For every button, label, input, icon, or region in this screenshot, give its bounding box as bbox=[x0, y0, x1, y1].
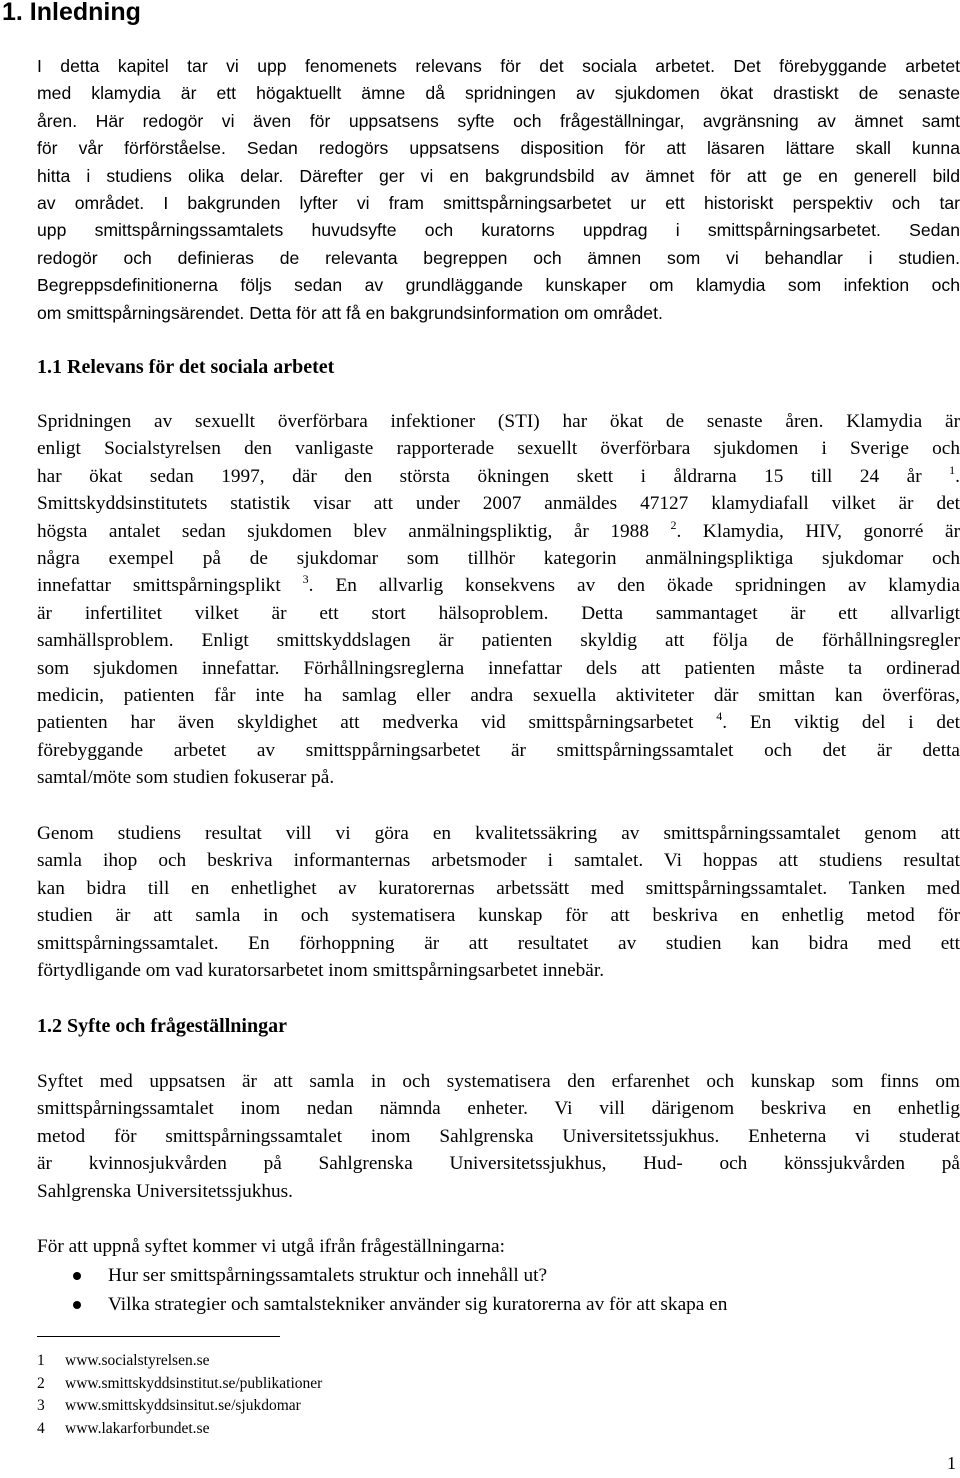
footnote-text: www.smittskyddsinsitut.se/sjukdomar bbox=[65, 1397, 301, 1415]
text-line: Syftet med uppsatsen är att samla in och systematisera den erfarenhet och kunskap som finns om bbox=[37, 1071, 960, 1092]
footnote-text: www.smittskyddsinstitut.se/publikationer bbox=[65, 1374, 323, 1392]
text-line: I detta kapitel tar vi upp fenomenets relevans för det sociala arbetet. Det förebyggande arbetet bbox=[37, 56, 960, 76]
questions-lead bbox=[37, 1233, 960, 1260]
footnote bbox=[37, 1395, 322, 1418]
list-item-text: Vilka strategier och samtalstekniker använder sig kuratorerna av för att skapa en bbox=[108, 1294, 728, 1315]
footnote-ref: 3 bbox=[302, 572, 309, 587]
chapter-heading: 1. Inledning bbox=[2, 0, 141, 26]
footnote-number: 3 bbox=[37, 1397, 45, 1415]
text-line: smittspårningssamtalet inom nedan nämnda enheter. Vi vill därigenom beskriva en enhetlig bbox=[37, 1098, 960, 1120]
text-line: är infertilitet vilket är ett stort hälsoproblem. Detta sammantaget är ett allvarligt bbox=[37, 602, 960, 624]
text-line: För att uppnå syftet kommer vi utgå ifrån frågeställningarna: bbox=[37, 1236, 505, 1257]
text-line: åren. Här redogör vi även för uppsatsens syfte och frågeställningar, avgränsning av ämnet samt bbox=[37, 110, 960, 131]
text-line: om smittspårningsärendet. Detta för att få en bakgrundsinformation om området. bbox=[37, 302, 663, 323]
bullet-icon bbox=[73, 1301, 81, 1309]
text-line bbox=[37, 463, 960, 490]
text-line: metod för smittspårningssamtalet inom Sahlgrenska Universitetssjukhus. Enheterna vi studerat bbox=[37, 1125, 960, 1147]
section-heading-1-2: 1.2 Syfte och frågeställningar bbox=[37, 1015, 287, 1037]
text-line: Sahlgrenska Universitetssjukhus. bbox=[37, 1180, 293, 1202]
text-line: samla ihop och beskriva informanternas arbetsmoder i samtalet. Vi hoppas att studiens resultat bbox=[37, 850, 960, 872]
text-line: av området. I bakgrunden lyfter vi fram smittspårningsarbetet ur ett historiskt perspektiv och tar bbox=[37, 192, 960, 213]
text-line: som sjukdomen innefattar. Förhållningsreglerna innefattar dels att patienten måste ta ordinerad bbox=[37, 657, 960, 679]
bullet-icon bbox=[73, 1272, 81, 1280]
text-run: . En viktig del i det bbox=[722, 712, 960, 734]
text-line: förtydligande om vad kuratorsarbetet inom smittspårningsarbetet innebär. bbox=[37, 959, 605, 981]
footnote-ref: 2 bbox=[670, 517, 677, 532]
page-number: 1 bbox=[947, 1453, 956, 1473]
text-line: kan bidra till en enhetlighet av kuratorernas arbetssätt med smittspårningssamtalet. Tanken med bbox=[37, 877, 960, 899]
text-line: Smittskyddsinstitutets statistik visar att under 2007 anmäldes 47127 klamydiafall vilket är det bbox=[37, 493, 960, 515]
text-line: hitta i studiens olika delar. Därefter ger vi en bakgrundsbild av ämnet för att ge en generell bild bbox=[37, 165, 960, 186]
footnote bbox=[37, 1373, 322, 1396]
footnote bbox=[37, 1350, 322, 1373]
text-run: . bbox=[955, 465, 960, 487]
intro-paragraph bbox=[37, 53, 960, 327]
text-run: . En allvarlig konsekvens av den ökade spridningen av klamydia bbox=[308, 575, 960, 597]
text-line bbox=[37, 709, 960, 736]
text-run: patienten har även skyldighet att medverka vid smittspårningsarbetet bbox=[37, 712, 694, 734]
footnote-text: www.socialstyrelsen.se bbox=[65, 1352, 210, 1369]
questions-list bbox=[37, 1261, 937, 1319]
footnote-number: 4 bbox=[37, 1420, 45, 1438]
list-item bbox=[37, 1290, 937, 1319]
footnote-ref: 1 bbox=[949, 462, 956, 477]
footnote-number: 2 bbox=[37, 1374, 45, 1392]
text-run: . Klamydia, HIV, gonorré är bbox=[676, 520, 960, 542]
footnote-number: 1 bbox=[37, 1352, 45, 1369]
relevance-paragraph-1 bbox=[37, 408, 960, 791]
purpose-paragraph bbox=[37, 1068, 960, 1205]
text-line: studien är att samla in och systematisera kunskap för att beskriva en enhetlig metod för bbox=[37, 905, 960, 927]
footnotes bbox=[37, 1350, 322, 1441]
footnote bbox=[37, 1418, 322, 1441]
text-line bbox=[37, 572, 960, 599]
list-item bbox=[37, 1261, 937, 1290]
text-line: samtal/möte som studien fokuserar på. bbox=[37, 767, 335, 789]
footnote-text: www.lakarforbundet.se bbox=[65, 1420, 210, 1438]
text-line: Begreppsdefinitionerna följs sedan av grundläggande kunskaper om klamydia som infektion och bbox=[37, 275, 960, 296]
text-line: Spridningen av sexuellt överförbara infektioner (STI) har ökat de senaste åren. Klamydia är bbox=[37, 411, 960, 432]
text-line: medicin, patienten får inte ha samlag eller andra sexuella aktiviteter där smittan kan överföras, bbox=[37, 684, 960, 706]
text-line: Genom studiens resultat vill vi göra en kvalitetssäkring av smittspårningssamtalet genom att bbox=[37, 823, 960, 844]
relevance-paragraph-2 bbox=[37, 820, 960, 984]
text-run: innefattar smittspårningsplikt bbox=[37, 575, 281, 597]
footnote-separator bbox=[37, 1336, 280, 1337]
list-item-text: Hur ser smittspårningssamtalets struktur och innehåll ut? bbox=[108, 1265, 548, 1286]
footnote-ref: 4 bbox=[716, 709, 723, 724]
text-run: högsta antalet sedan sjukdomen blev anmälningspliktig, år 1988 bbox=[37, 520, 649, 542]
text-line: med klamydia är ett högaktuellt ämne då spridningen av sjukdomen ökat drastiskt de senaste bbox=[37, 83, 960, 104]
text-line: samhällsproblem. Enligt smittskyddslagen är patienten skyldig att följa de förhållningsregler bbox=[37, 630, 960, 652]
text-line bbox=[37, 518, 960, 545]
text-line: förebyggande arbetet av smittsppårningsarbetet är smittspårningssamtalet och det är detta bbox=[37, 739, 960, 761]
text-line: för vår förförståelse. Sedan redogörs uppsatsens disposition för att läsaren lättare skall kunna bbox=[37, 138, 960, 159]
text-line: enligt Socialstyrelsen den vanligaste rapporterade sexuellt överförbara sjukdomen i Sverige och bbox=[37, 438, 960, 460]
text-line: smittspårningssamtalet. En förhoppning är att resultatet av studien kan bidra med ett bbox=[37, 932, 960, 954]
text-line: redogör och definieras de relevanta begreppen och ämnen som vi behandlar i studien. bbox=[37, 247, 960, 268]
section-heading-1-1: 1.1 Relevans för det sociala arbetet bbox=[37, 356, 335, 378]
text-line: upp smittspårningssamtalets huvudsyfte och kuratorns uppdrag i smittspårningsarbetet. Sedan bbox=[37, 220, 960, 241]
text-line: är kvinnosjukvården på Sahlgrenska Universitetssjukhus, Hud- och könssjukvården på bbox=[37, 1153, 960, 1175]
text-run: har ökat sedan 1997, där den största ökningen skett i åldrarna 15 till 24 år bbox=[37, 465, 922, 487]
text-line: några exempel på de sjukdomar som tillhör kategorin anmälningspliktiga sjukdomar och bbox=[37, 547, 960, 569]
